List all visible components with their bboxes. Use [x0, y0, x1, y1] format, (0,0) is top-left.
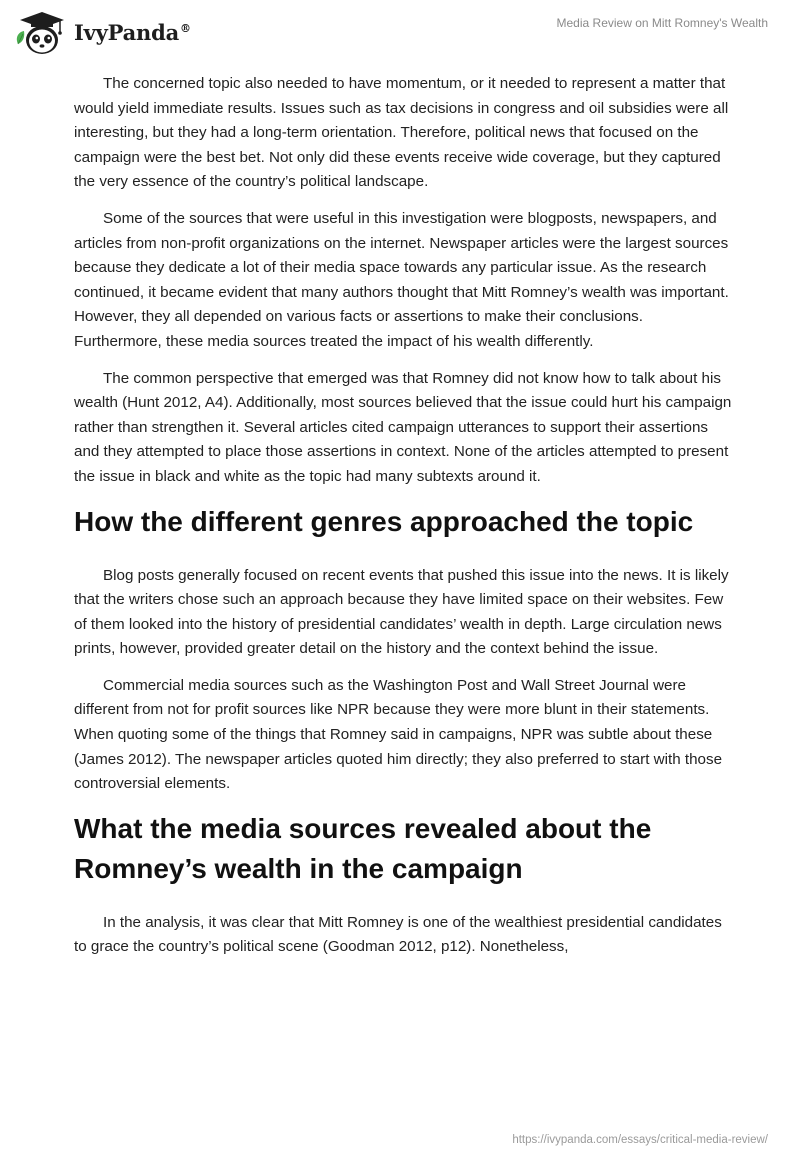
- paragraph: Blog posts generally focused on recent events that pushed this issue into the news. It is likely that the writers chose such an approach because they have limited space on their websites. Few of them looked into the history of presidential candidates’ wealth in depth. Large circulation news prints, however, provided greater detail on the history and the context behind the issue.: [74, 566, 729, 658]
- source-url[interactable]: https://ivypanda.com/essays/critical-media-review/: [512, 1134, 768, 1146]
- paragraph: In the analysis, it was clear that Mitt Romney is one of the wealthiest presidential candidates to grace the country’s political scene (Goodman 2012, p12). Nonetheless,: [74, 913, 722, 956]
- logo-wordmark: [74, 20, 191, 45]
- ivypanda-logo[interactable]: [14, 8, 191, 56]
- registered-mark: ®: [180, 21, 191, 35]
- section-heading: How the different genres approached the topic: [74, 505, 694, 537]
- section-heading: What the media sources revealed about the Romney’s wealth in the campaign: [74, 812, 652, 884]
- page-header: [0, 0, 800, 64]
- panda-graduate-icon: [14, 8, 70, 56]
- paragraph: Commercial media sources such as the Washington Post and Wall Street Journal were different from not for profit sources like NPR because they were more blunt in their statements. When quoting some of the things that Romney said in campaigns, NPR was subtle about these (James 2012). The newspaper articles quoted him directly; they also preferred to start with those controversial elements.: [74, 676, 723, 793]
- document-title: Media Review on Mitt Romney's Wealth: [556, 16, 768, 30]
- essay-content: [74, 72, 734, 972]
- paragraph: The concerned topic also needed to have momentum, or it needed to represent a matter that would yield immediate results. Issues such as tax decisions in congress and oil subsidies were all interesting, but they had a long-term orientation. Therefore, political news that focused on the campaign were the best bet. Not only did these events receive wide coverage, but they captured the very essence of the country’s political landscape.: [74, 75, 729, 191]
- logo-wordmark-text: IvyPanda: [74, 19, 180, 45]
- paragraph: Some of the sources that were useful in this investigation were blogposts, newspapers, and articles from non-profit organizations on the internet. Newspaper articles were the largest sources because they dedicate a lot of their media space towards any particular issue. As the research continued, it became evident that many authors thought that Mitt Romney’s wealth was important. However, they all depended on various facts or assertions to make their conclusions. Furthermore, these media sources treated the impact of his wealth differently.: [74, 209, 729, 350]
- paragraph: The common perspective that emerged was that Romney did not know how to talk about his wealth (Hunt 2012, A4). Additionally, most sources believed that the issue could hurt his campaign rather than strengthen it. Several articles cited campaign utterances to support their assertions and they attempted to place those assertions in context. None of the articles attempted to present the issue in black and white as the topic had many subtexts around it.: [74, 369, 732, 485]
